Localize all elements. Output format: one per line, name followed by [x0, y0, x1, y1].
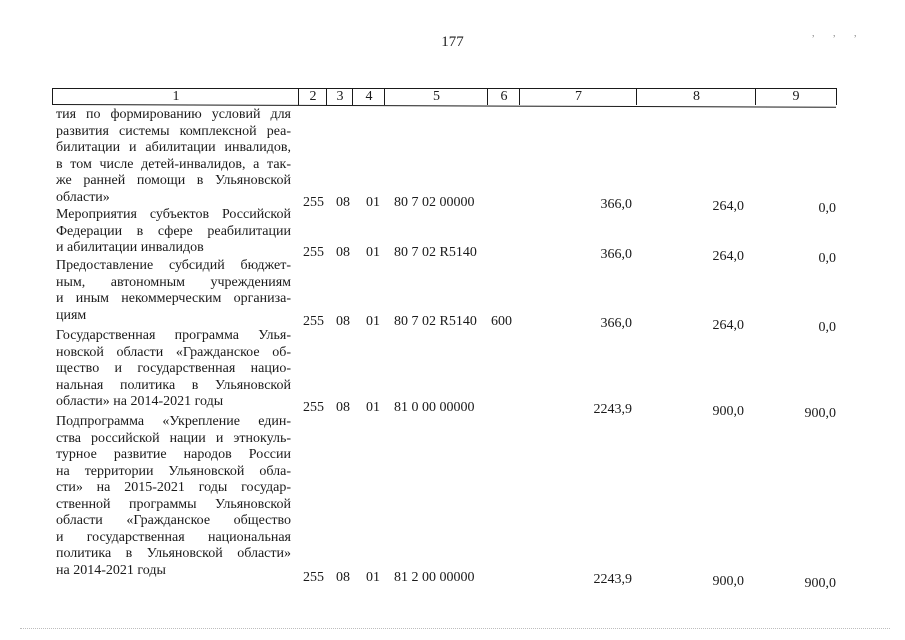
header-col-5: 5	[384, 88, 488, 105]
row-description	[56, 328, 291, 411]
desc-line: сти» на 2015-2021 годы государ-	[56, 480, 291, 495]
cell-section: 08	[336, 400, 350, 415]
scan-marks: , , ,	[812, 28, 865, 39]
desc-line: билитации и абилитации инвалидов,	[56, 140, 291, 155]
cell-amount-col9: 900,0	[804, 406, 836, 421]
cell-amount-col8: 900,0	[712, 404, 744, 419]
desc-line: ства российской нации и этнокуль-	[56, 430, 291, 446]
cell-grbs: 255	[303, 245, 324, 260]
cell-amount-col7: 2243,9	[593, 572, 632, 587]
desc-line: турное развитие народов России	[56, 447, 291, 462]
cell-amount-col9: 0,0	[818, 201, 836, 216]
header-col-8: 8	[636, 88, 756, 105]
desc-line: Государственная программа Улья-	[56, 328, 291, 343]
desc-line: развития системы комплексной реа-	[56, 123, 291, 139]
cell-grbs: 255	[303, 570, 324, 585]
table-row	[56, 414, 846, 591]
cell-target-article: 81 0 00 00000	[394, 400, 475, 415]
desc-line: и абилитации инвалидов	[56, 240, 204, 255]
cell-section: 08	[336, 570, 350, 585]
row-description	[56, 107, 291, 206]
row-description	[56, 207, 291, 257]
desc-line: щество и государственная нацио-	[56, 361, 291, 376]
desc-line: Мероприятия субъектов Российской	[56, 207, 291, 222]
cell-amount-col9: 0,0	[818, 251, 836, 266]
desc-line: и государственная национальная	[56, 529, 291, 545]
cell-target-article: 81 2 00 00000	[394, 570, 475, 585]
page-number: 177	[441, 34, 464, 50]
cell-subsection: 01	[366, 570, 380, 585]
row-description	[56, 258, 291, 324]
desc-line: Предоставление субсидий бюджет-	[56, 258, 291, 273]
cell-grbs: 255	[303, 314, 324, 329]
desc-line: ственной программы Ульяновской	[56, 496, 291, 512]
cell-amount-col9: 0,0	[818, 320, 836, 335]
header-col-3: 3	[326, 88, 353, 105]
cell-subsection: 01	[366, 195, 380, 210]
desc-line: циям	[56, 307, 87, 323]
desc-line: Подпрограмма «Укрепление един-	[56, 414, 291, 429]
cell-amount-col9: 900,0	[804, 576, 836, 591]
cell-amount-col7: 2243,9	[593, 402, 632, 417]
cell-section: 08	[336, 195, 350, 210]
desc-line: области» на 2014-2021 годы	[56, 394, 224, 409]
cell-subsection: 01	[366, 245, 380, 260]
cell-amount-col7: 366,0	[600, 247, 632, 262]
cell-target-article: 80 7 02 R5140	[394, 314, 477, 329]
desc-line: на территории Ульяновской обла-	[56, 463, 291, 479]
cell-amount-col8: 264,0	[712, 249, 744, 264]
cell-expense-type: 600	[491, 314, 512, 329]
cell-amount-col8: 900,0	[712, 574, 744, 589]
desc-line: области «Гражданское общество	[56, 513, 291, 528]
header-col-9: 9	[755, 88, 837, 105]
row-description	[56, 414, 291, 579]
header-col-4: 4	[352, 88, 385, 105]
desc-line: в том числе детей-инвалидов, а так-	[56, 156, 291, 172]
desc-line: политика в Ульяновской области»	[56, 546, 291, 561]
header-col-1: 1	[52, 88, 299, 105]
desc-line: на 2014-2021 годы	[56, 562, 166, 578]
cell-section: 08	[336, 314, 350, 329]
cell-amount-col8: 264,0	[712, 318, 744, 333]
header-col-7: 7	[519, 88, 637, 105]
cell-grbs: 255	[303, 400, 324, 415]
desc-line: новской области «Гражданское об-	[56, 344, 291, 360]
table-row	[56, 258, 846, 335]
desc-line: нальная политика в Ульяновской	[56, 377, 291, 393]
cell-amount-col8: 264,0	[712, 199, 744, 214]
cell-target-article: 80 7 02 R5140	[394, 245, 477, 260]
cell-subsection: 01	[366, 314, 380, 329]
table-row	[56, 107, 846, 217]
cell-amount-col7: 366,0	[600, 316, 632, 331]
desc-line: же ранней помощи в Ульяновской	[56, 173, 291, 188]
scan-edge-artifact	[20, 628, 890, 630]
header-col-2: 2	[298, 88, 327, 105]
desc-line: тия по формированию условий для	[56, 107, 291, 122]
cell-amount-col7: 366,0	[600, 197, 632, 212]
cell-subsection: 01	[366, 400, 380, 415]
desc-line: Федерации в сфере реабилитации	[56, 223, 291, 239]
cell-section: 08	[336, 245, 350, 260]
desc-line: и иным некоммерческим организа-	[56, 291, 291, 306]
cell-target-article: 80 7 02 00000	[394, 195, 475, 210]
table-row	[56, 328, 846, 421]
desc-line: области»	[56, 189, 110, 205]
desc-line: ным, автономным учреждениям	[56, 274, 291, 290]
cell-grbs: 255	[303, 195, 324, 210]
header-col-6: 6	[487, 88, 520, 105]
